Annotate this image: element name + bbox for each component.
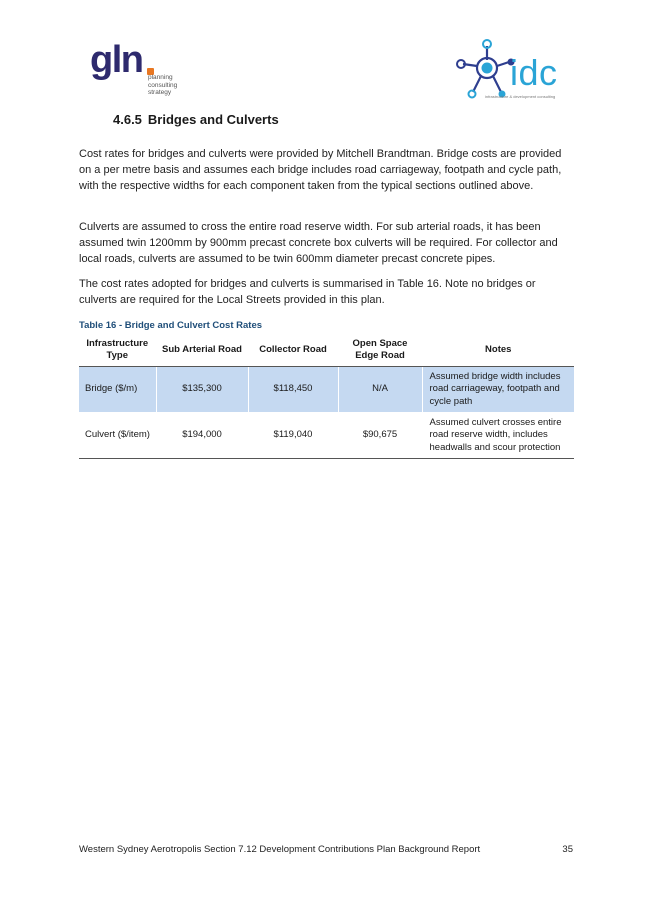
column-header: Sub Arterial Road (156, 334, 248, 367)
table-cell: Culvert ($/item) (79, 413, 156, 459)
table-cell: Assumed bridge width includes road carriageway, footpath and cycle path (422, 367, 574, 413)
column-header: Infrastructure Type (79, 334, 156, 367)
table-header-row (79, 334, 574, 367)
paragraph: The cost rates adopted for bridges and culverts is summarised in Table 16. Note no bridges or culverts are required for the Local Streets provided in this plan. (79, 278, 536, 306)
section-heading (113, 112, 279, 127)
gln-sub-line: planning (148, 74, 173, 81)
column-header: Collector Road (248, 334, 338, 367)
column-header: Open Space Edge Road (338, 334, 422, 367)
gln-sub-line: strategy (148, 89, 172, 96)
column-header: Notes (422, 334, 574, 367)
cost-rates-table (79, 334, 574, 459)
table-cell: $194,000 (156, 413, 248, 459)
gln-logo (90, 40, 200, 102)
table-cell: $135,300 (156, 367, 248, 413)
gln-sub-line: consulting (148, 81, 178, 89)
gln-logo-wordmark: gln (90, 39, 143, 81)
paragraph: Cost rates for bridges and culverts were provided by Mitchell Brandtman. Bridge costs are provided on a per metre basis and assumes each bridge includes road carriageway, footpath and cycle path, with the respective widths for each component taken from the typical sections outlined above. (79, 148, 562, 192)
page-number: 35 (562, 844, 573, 855)
table-cell: N/A (338, 367, 422, 413)
section-number: 4.6.5 (113, 112, 142, 127)
idc-logo-tagline: infrastructure & development consulting (485, 94, 556, 99)
paragraph: Culverts are assumed to cross the entire road reserve width. For sub arterial roads, it has been assumed twin 1200mm by 900mm precast concrete box culverts will be required. For collector and local roads, culverts are assumed to be twin 600mm diameter precast concrete pipes. (79, 221, 558, 265)
idc-logo (455, 38, 575, 102)
idc-network-icon (455, 38, 515, 102)
table-cell: $118,450 (248, 367, 338, 413)
section-title: Bridges and Culverts (147, 112, 279, 127)
table-cell: $119,040 (248, 413, 338, 459)
idc-logo-wordmark: idc (510, 52, 558, 93)
table-cell: $90,675 (338, 413, 422, 459)
table-cell: Assumed culvert crosses entire road reserve width, includes headwalls and scour protection (422, 413, 574, 459)
footer-title: Western Sydney Aerotropolis Section 7.12 Development Contributions Plan Background Report (79, 844, 481, 855)
table-caption: Table 16 - Bridge and Culvert Cost Rates (79, 320, 263, 331)
table-row (79, 367, 574, 413)
gln-logo-subtitle (148, 74, 177, 97)
table-row (79, 413, 574, 459)
table-cell: Bridge ($/m) (79, 367, 156, 413)
